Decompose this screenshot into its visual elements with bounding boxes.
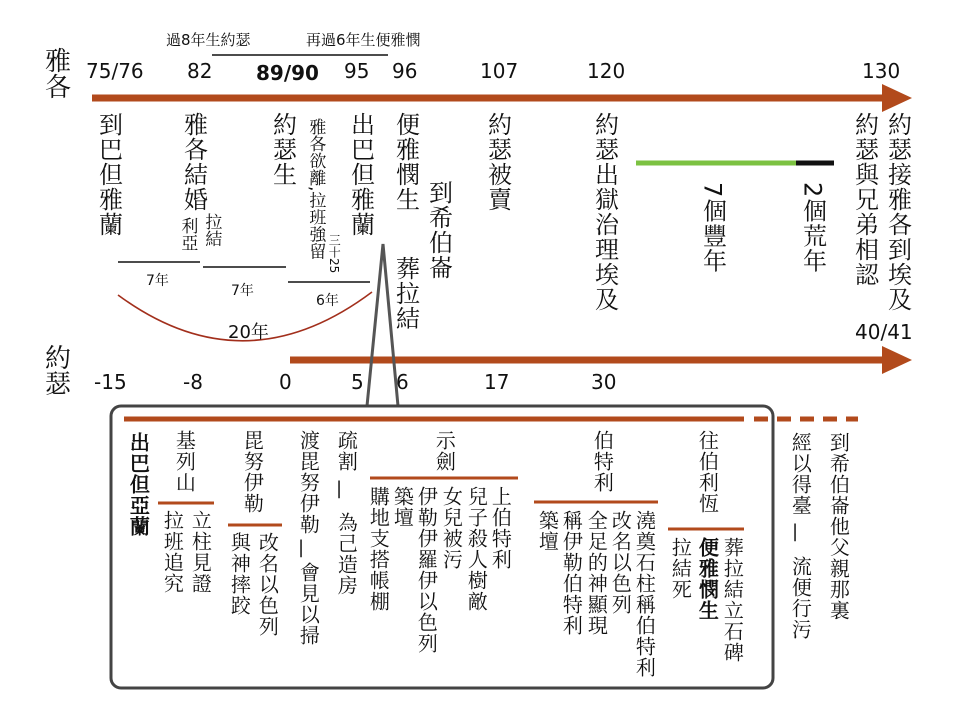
joseph-age-6: 6 — [396, 370, 409, 394]
jacob-age-96: 96 — [392, 59, 418, 83]
box-dash-3: | — [792, 521, 800, 542]
box-migdal-eder: 經以得臺 — [788, 432, 813, 516]
box-benjamin-born: 便雅憫生 — [695, 537, 720, 621]
box-shechem: 示劍 — [432, 430, 457, 472]
event-seven-plenty: 7個豐年 — [698, 182, 727, 274]
event-two-famine: 2個荒年 — [798, 182, 827, 274]
joseph-age-end: 40/41 — [855, 320, 913, 344]
box-renamed-israel: 改名以色列 — [255, 532, 280, 637]
joseph-age-30: 30 — [591, 370, 617, 394]
box-ephrath: 往伯利恆 — [695, 430, 720, 514]
box-rachel-pillar: 葬拉結立石碑 — [720, 537, 745, 663]
jacob-age-75: 75/76 — [86, 59, 144, 83]
box-pour-offering: 澆奠石柱稱伯特利 — [632, 510, 657, 678]
jacob-age-95: 95 — [344, 59, 370, 83]
box-dash-2: | — [336, 478, 344, 499]
event-laban-detains: 雅各欲離,拉班強留 — [305, 118, 326, 260]
box-el-bethel: 稱伊勒伯特利 — [559, 510, 584, 636]
event-jacob-to-egypt: 約瑟接雅各到埃及 — [883, 112, 912, 312]
span-20-years: 20年 — [228, 322, 269, 343]
joseph-arrow-head — [882, 346, 912, 374]
joseph-age-0: 0 — [279, 370, 292, 394]
box-go-bethel: 上伯特利 — [488, 486, 513, 570]
event-to-padan-aram: 到巴但雅蘭 — [94, 112, 123, 237]
box-buy-land: 購地支搭帳棚 — [366, 486, 391, 612]
note-8-years: 過8年生約瑟 — [166, 31, 251, 49]
box-god-almighty: 全足的神顯現 — [584, 510, 609, 636]
event-to-hebron: 到希伯崙 — [424, 180, 453, 280]
box-renamed-israel-2: 改名以色列 — [608, 510, 633, 615]
event-joseph-born: 約瑟生 — [268, 112, 297, 187]
event-benjamin-born: 便雅憫生 — [391, 112, 420, 212]
box-succoth: 疏割 — [334, 430, 359, 472]
event-marry-leah: 利亞 — [177, 217, 198, 251]
span-6-years: 6年 — [316, 293, 339, 309]
box-dinah-defiled: 女兒被污 — [439, 486, 464, 570]
jacob-arrow-head — [882, 84, 912, 112]
joseph-age-minus15: -15 — [94, 370, 127, 394]
event-bury-rachel: 葬拉結 — [391, 256, 420, 331]
box-bethel: 伯特利 — [590, 430, 615, 493]
joseph-age-5: 5 — [351, 370, 364, 394]
box-bethel-altar: 築壇 — [535, 510, 560, 552]
box-shechem-altar: 築壇 — [390, 486, 415, 528]
box-gilead-pillar: 立柱見證 — [188, 510, 213, 594]
event-jacob-marries: 雅各結婚 — [179, 112, 208, 212]
row-label-jacob: 雅各 — [40, 47, 71, 99]
joseph-age-minus8: -8 — [183, 370, 203, 394]
box-to-hebron: 到希伯崙他父親那裏 — [826, 432, 851, 621]
event-genesis-ref: 三十25 — [327, 234, 342, 274]
event-marry-rachel: 拉結 — [201, 213, 222, 247]
box-el-elohe-israel: 伊勒伊羅伊以色列 — [414, 486, 439, 654]
jacob-age-107: 107 — [480, 59, 519, 83]
box-cross-jabbok: 渡毘努伊勒 — [296, 430, 321, 535]
box-wrestles-god: 與神摔跤 — [227, 532, 252, 616]
span-7-years-1: 7年 — [146, 273, 169, 289]
event-joseph-rules-egypt: 約瑟出獄治理埃及 — [590, 112, 619, 312]
box-leave-padan: 出巴但亞蘭 — [126, 432, 151, 537]
jacob-age-120: 120 — [587, 59, 626, 83]
jacob-age-82: 82 — [187, 59, 213, 83]
box-laban-pursues: 拉班追究 — [160, 510, 185, 594]
box-peniel: 毘努伊勒 — [240, 430, 265, 514]
box-sons-kill: 兒子殺人樹敵 — [464, 486, 489, 612]
box-reuben-defiles: 流便行污 — [788, 556, 813, 640]
event-leave-padan: 出巴但雅蘭 — [346, 112, 375, 237]
box-gilead: 基列山 — [172, 430, 197, 493]
box-dash-1: | — [298, 537, 306, 558]
box-rachel-dies: 拉結死 — [668, 537, 693, 600]
event-joseph-sold: 約瑟被賣 — [483, 112, 512, 212]
event-joseph-recognizes: 約瑟與兄弟相認 — [850, 112, 879, 287]
box-meet-esau: 會見以掃 — [296, 562, 321, 646]
box-build-house: 為己造房 — [334, 512, 359, 596]
jacob-age-89: 89/90 — [256, 61, 319, 85]
row-label-joseph: 約瑟 — [40, 344, 71, 396]
note-6-years: 再過6年生便雅憫 — [306, 31, 421, 49]
span-7-years-2: 7年 — [231, 283, 254, 299]
joseph-age-17: 17 — [484, 370, 510, 394]
jacob-age-130: 130 — [862, 59, 901, 83]
